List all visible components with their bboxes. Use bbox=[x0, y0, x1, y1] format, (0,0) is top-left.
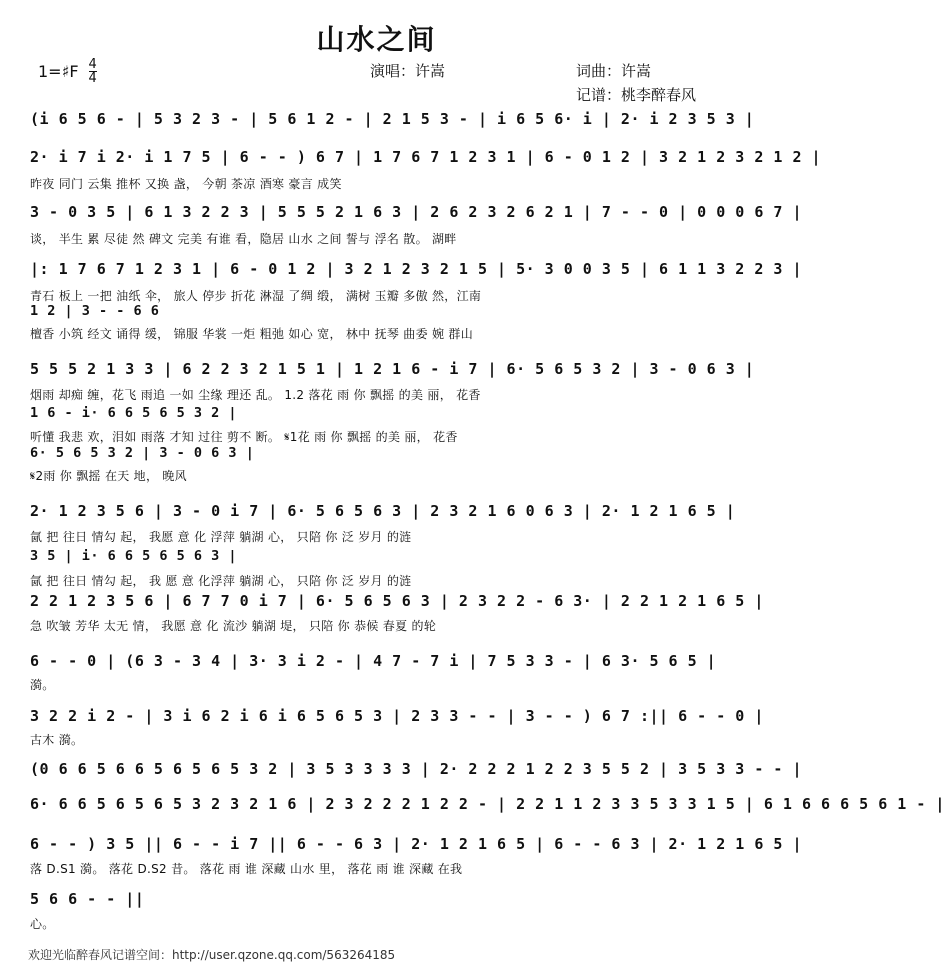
score-row-5-lyric: 烟雨 却痴 缠，花飞 雨追 一如 尘缘 理还 乱。 1.2 落花 雨 你 飘摇 的美 丽， 花香 bbox=[30, 388, 481, 402]
score-row-6-lyric: 氤 把 往日 情勾 起， 我愿 意 化 浮萍 躺湖 心， 只陪 你 泛 岁月 的涟 bbox=[30, 530, 412, 544]
score-row-6-notes: 2· 1 2 3 5 6 | 3 - 0 i 7 | 6· 5 6 5 6 3 | 2 3 2 1 6 0 6 3 | 2· 1 2 1 6 5 | bbox=[30, 502, 736, 520]
score-row-5-alt-notes: 1 6 - i· 6 6 5 6 5 3 2 | bbox=[30, 405, 238, 421]
transcriber-credit: 记谱：桃李醉春风 bbox=[576, 86, 697, 104]
score-row-1-notes: (i 6 5 6 - | 5 3 2 3 - | 5 6 1 2 - | 2 1 5 3 - | i 6 5 6· i | 2· i 2 3 5 3 | bbox=[30, 110, 755, 128]
score-row-3-notes: 3 - 0 3 5 | 6 1 3 2 2 3 | 5 5 5 2 1 6 3 | 2 6 2 3 2 6 2 1 | 7 - - 0 | 0 0 0 6 7 | bbox=[30, 203, 802, 221]
composer-credit: 词曲：许嵩 bbox=[576, 62, 652, 80]
time-numerator: 4 bbox=[88, 57, 97, 72]
score-row-11-lyric: 落 D.S1 漪。 落花 D.S2 昔。 落花 雨 谁 深藏 山水 里， 落花 雨 谁 深藏 在我 bbox=[30, 862, 463, 876]
score-row-12-lyric: 心。 bbox=[30, 917, 55, 931]
score-row-2-lyric: 昨夜 同门 云集 推杯 又换 盏， 今朝 茶凉 酒寒 豪言 成笑 bbox=[30, 177, 342, 191]
score-row-4-alt-lyric: 檀香 小筑 经文 诵得 缓， 锦服 华裳 一炬 粗弛 如心 宽， 林中 抚琴 曲委 婉 群山 bbox=[30, 327, 474, 341]
time-signature bbox=[89, 58, 97, 85]
score-row-5-notes: 5 5 5 2 1 3 3 | 6 2 2 3 2 1 5 1 | 1 2 1 6 - i 7 | 6· 5 6 5 3 2 | 3 - 0 6 3 | bbox=[30, 360, 755, 378]
score-row-5-alt2-lyric: 𝄋2雨 你 飘摇 在天 地， 晚风 bbox=[30, 469, 187, 483]
score-row-5-alt-lyric: 听懂 我悲 欢，泪如 雨落 才知 过往 剪不 断。 𝄋1花 雨 你 飘摇 的美 丽， 花香 bbox=[30, 430, 458, 444]
footer-credit: 欢迎光临醉春风记谱空间：http://user.qzone.qq.com/563264185 bbox=[28, 948, 396, 962]
score-row-12-notes: 5 6 6 - - || bbox=[30, 890, 145, 908]
score-row-4-lyric: 青石 板上 一把 油纸 伞， 旅人 停步 折花 淋湿 了绸 缎， 满树 玉瓣 多傲 然，江南 bbox=[30, 289, 482, 303]
singer-credit: 演唱：许嵩 bbox=[370, 62, 446, 80]
time-denominator: 4 bbox=[88, 71, 97, 86]
score-row-6-alt-notes: 3 5 | i· 6 6 5 6 5 6 3 | bbox=[30, 548, 238, 564]
score-row-6-alt2-lyric: 急 吹皱 芳华 太无 情， 我愿 意 化 流沙 躺湖 堤， 只陪 你 恭候 春夏 的轮 bbox=[30, 619, 437, 633]
score-row-8-notes: 3 2 2 i 2 - | 3 i 6 2 i 6 i 6 5 6 5 3 | 2 3 3 - - | 3 - - ) 6 7 :|| 6 - - 0 | bbox=[30, 707, 764, 725]
score-row-11-notes: 6 - - ) 3 5 || 6 - - i 7 || 6 - - 6 3 | 2· 1 2 1 6 5 | 6 - - 6 3 | 2· 1 2 1 6 5 | bbox=[30, 835, 802, 853]
song-title: 山水之间 bbox=[316, 23, 437, 56]
key-signature bbox=[38, 58, 97, 85]
score-row-7-notes: 6 - - 0 | (6 3 - 3 4 | 3· 3 i 2 - | 4 7 - 7 i | 7 5 3 3 - | 6 3· 5 6 5 | bbox=[30, 652, 717, 670]
score-row-6-alt-lyric: 氤 把 往日 情勾 起， 我 愿 意 化浮萍 躺湖 心， 只陪 你 泛 岁月 的涟 bbox=[30, 574, 412, 588]
score-row-2-notes: 2· i 7 i 2· i 1 7 5 | 6 - - ) 6 7 | 1 7 6 7 1 2 3 1 | 6 - 0 1 2 | 3 2 1 2 3 2 1 2 | bbox=[30, 148, 822, 166]
score-row-8-lyric: 古木 漪。 bbox=[30, 733, 84, 747]
score-row-7-lyric: 漪。 bbox=[30, 678, 55, 692]
key-label: 1=♯F bbox=[38, 62, 79, 81]
score-row-3-lyric: 谈， 半生 累 尽徒 然 碑文 完美 有谁 看，隐居 山水 之间 誓与 浮名 散。 湖畔 bbox=[30, 232, 457, 246]
score-row-4-alt-notes: 1 2 | 3 - - 6 6 bbox=[30, 303, 160, 319]
score-row-4-notes: |: 1 7 6 7 1 2 3 1 | 6 - 0 1 2 | 3 2 1 2 3 2 1 5 | 5· 3 0 0 3 5 | 6 1 1 3 2 2 3 | bbox=[30, 260, 802, 278]
score-row-9-notes: (0 6 6 5 6 6 5 6 5 6 5 3 2 | 3 5 3 3 3 3 | 2· 2 2 2 1 2 2 3 5 5 2 | 3 5 3 3 - - | bbox=[30, 760, 802, 778]
score-row-6-alt2-notes: 2 2 1 2 3 5 6 | 6 7 7 0 i 7 | 6· 5 6 5 6 3 | 2 3 2 2 - 6 3· | 2 2 1 2 1 6 5 | bbox=[30, 592, 764, 610]
score-row-5-alt2-notes: 6· 5 6 5 3 2 | 3 - 0 6 3 | bbox=[30, 445, 255, 461]
score-row-10-notes: 6· 6 6 5 6 5 6 5 3 2 3 2 1 6 | 2 3 2 2 2 1 2 2 - | 2 2 1 1 2 3 3 5 3 3 1 5 | 6 1 6 6 6 5 6 1 - | bbox=[30, 795, 945, 813]
